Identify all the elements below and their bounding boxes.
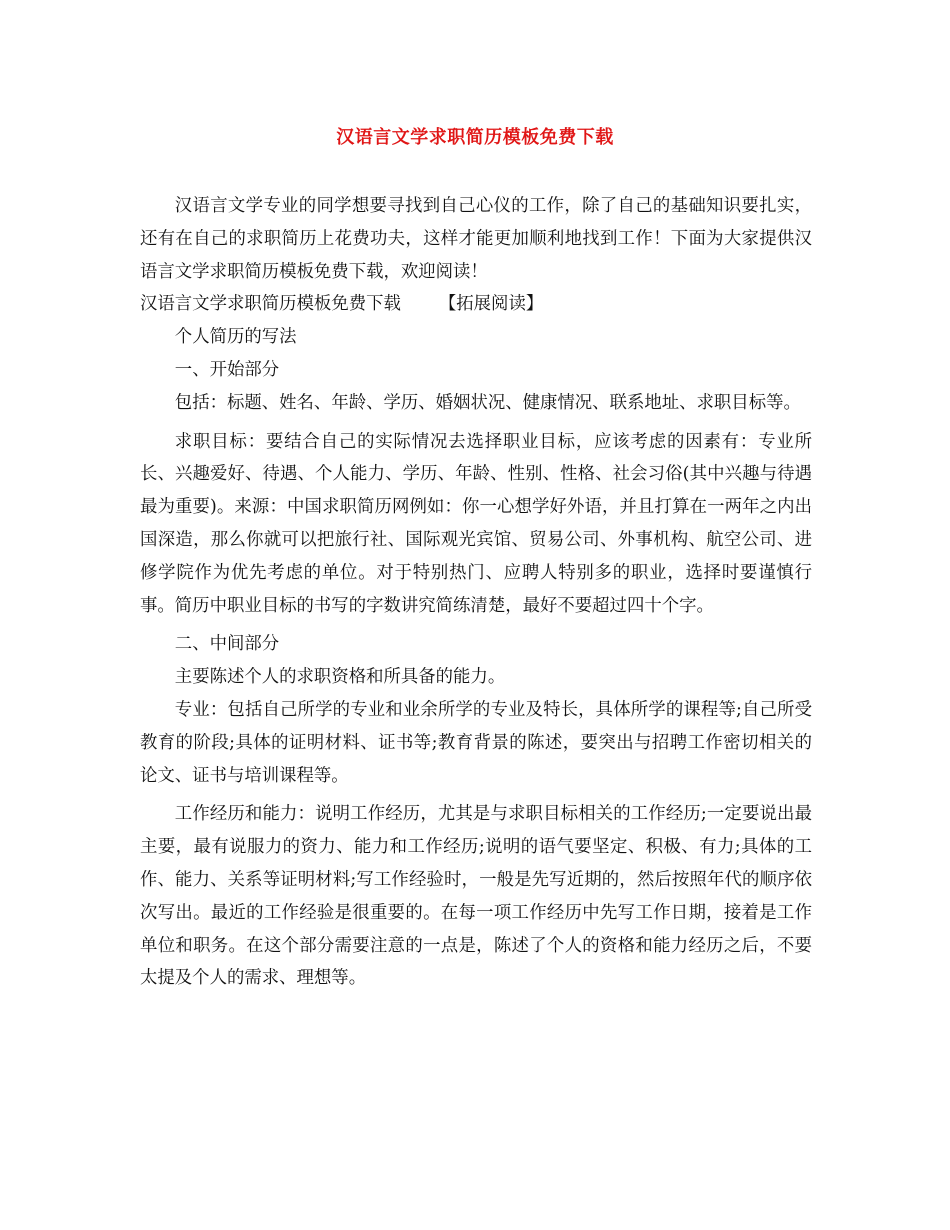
part2-heading: 二、中间部分 [174,634,280,655]
part1-include-paragraph: 包括：标题、姓名、年龄、学历、婚姻状况、健康情况、联系地址、求职目标等。 [174,392,801,413]
section-heading: 个人简历的写法 [174,327,297,348]
related-article-title: 汉语言文学求职简历模板免费下载 [140,294,401,315]
part2-major-paragraph: 专业：包括自己所学的专业和业余所学的专业及特长，具体所学的课程等;自己所受教育的阶段;具体的证明材料、证书等;教育背景的陈述，要突出与招聘工作密切相关的论文、证书与培训课程等。 [140,699,812,786]
document-body [140,190,812,995]
intro-paragraph: 汉语言文学专业的同学想要寻找到自己心仪的工作，除了自己的基础知识要扎实，还有在自己的求职简历上花费功夫，这样才能更加顺利地找到工作！下面为大家提供汉语言文学求职简历模板免费下载，欢迎阅读！ [140,196,812,282]
part1-objective-paragraph: 求职目标：要结合自己的实际情况去选择职业目标，应该考虑的因素有：专业所长、兴趣爱好、待遇、个人能力、学历、年龄、性别、性格、社会习俗(其中兴趣与待遇最为重要)。来源：中国求职简历网例如：你一心想学好外语，并且打算在一两年之内出国深造，那么你就可以把旅行社、国际观光宾馆、贸易公司、外事机构、航空公司、进修学院作为优先考虑的单位。对于特别热门、应聘人特别多的职业，选择时要谨慎行事。简历中职业目标的书写的字数讲究简练清楚，最好不要超过四十个字。 [140,431,812,616]
related-link-line [140,288,812,321]
extended-reading-link[interactable]: 【拓展阅读】 [438,294,544,315]
document-title: 汉语言文学求职简历模板免费下载 [336,127,614,148]
part2-summary-paragraph: 主要陈述个人的求职资格和所具备的能力。 [174,667,506,688]
part1-heading: 一、开始部分 [174,359,280,380]
part2-experience-paragraph: 工作经历和能力：说明工作经历，尤其是与求职目标相关的工作经历;一定要说出最主要，最有说服力的资力、能力和工作经历;说明的语气要坚定、积极、有力;具体的工作、能力、关系等证明材料;写工作经验时，一般是先写近期的，然后按照年代的顺序依次写出。最近的工作经验是很重要的。在每一项工作经历中先写工作日期，接着是工作单位和职务。在这个部分需要注意的一点是，陈述了个人的资格和能力经历之后，不要太提及个人的需求、理想等。 [140,804,812,989]
